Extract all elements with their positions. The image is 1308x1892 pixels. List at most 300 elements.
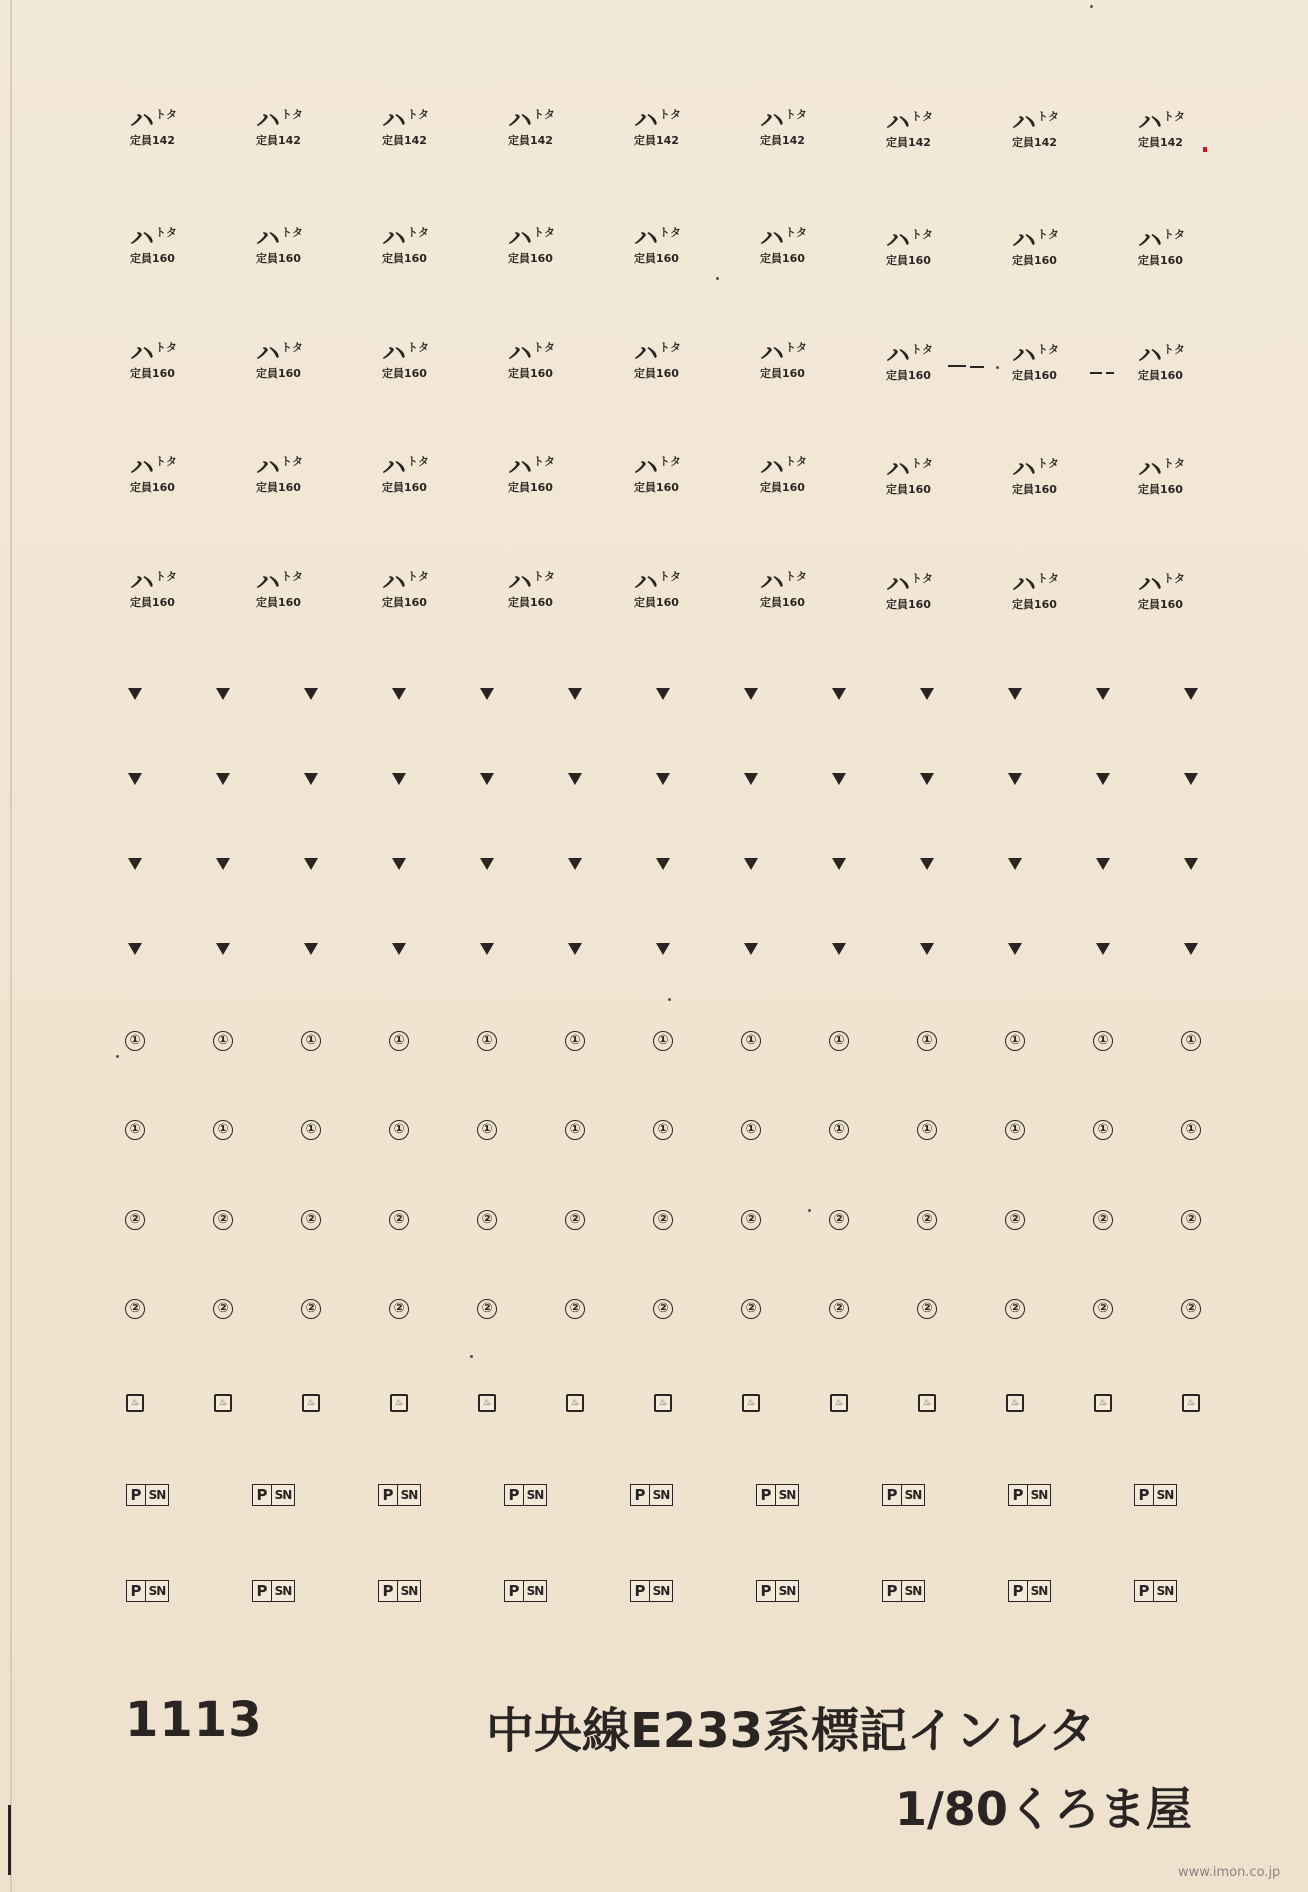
capacity-caption: 定員160 [760,481,805,494]
capacity-caption: 定員142 [130,134,175,147]
ps-label-sn: SN [526,1488,544,1502]
capacity-caption: 定員160 [256,252,301,265]
ps-label [756,1580,799,1602]
car-class-mark: ハ [382,453,405,481]
label-header [130,455,177,479]
sheet-edge-mark [8,1805,11,1875]
depot-code: トタ [407,570,429,583]
car-class-mark: ハ [130,453,153,481]
capacity-label [886,572,933,612]
triangle-mark [1008,773,1022,785]
car-class-mark: ハ [886,341,909,369]
label-header [1138,228,1185,252]
circled-number-mark: ② [1181,1299,1201,1319]
ps-label-p: P [757,1581,776,1601]
label-header [634,226,681,250]
ps-label-sn: SN [904,1488,922,1502]
label-header [760,108,807,132]
stray-dot [1090,5,1093,8]
label-header [760,455,807,479]
triangle-mark [1096,943,1110,955]
depot-code: トタ [155,108,177,121]
stray-dash [1106,372,1114,374]
capacity-caption: 定員142 [634,134,679,147]
triangle-mark [568,943,582,955]
circled-number-mark: ② [653,1299,673,1319]
circled-number-mark: ① [301,1031,321,1051]
circled-number-mark: ① [125,1120,145,1140]
capacity-label [634,570,681,610]
circled-number-mark: ② [389,1210,409,1230]
label-header [760,341,807,365]
label-header [130,570,177,594]
label-header [508,570,555,594]
capacity-label [256,108,303,148]
capacity-label [634,455,681,495]
car-class-mark: ハ [130,106,153,134]
ps-label-sn: SN [148,1488,166,1502]
depot-code: トタ [281,455,303,468]
label-header [1138,457,1185,481]
stray-dash [970,366,984,368]
ps-label-p: P [757,1485,776,1505]
car-class-mark: ハ [634,339,657,367]
capacity-caption: 定員160 [382,367,427,380]
ps-label-p: P [505,1581,524,1601]
capacity-label [256,341,303,381]
car-class-mark: ハ [256,106,279,134]
capacity-label [760,455,807,495]
capacity-caption: 定員160 [256,596,301,609]
triangle-mark [304,858,318,870]
capacity-caption: 定員142 [1012,136,1057,149]
door-symbol-mark: ♨ [1006,1394,1024,1412]
ps-label-p: P [253,1581,272,1601]
depot-code: トタ [533,226,555,239]
watermark: www.imon.co.jp [1178,1865,1281,1880]
depot-code: トタ [155,455,177,468]
triangle-mark [832,943,846,955]
capacity-caption: 定員160 [886,369,931,382]
triangle-mark [216,773,230,785]
circled-number-mark: ② [1093,1299,1113,1319]
depot-code: トタ [659,570,681,583]
label-header [634,455,681,479]
car-class-mark: ハ [760,453,783,481]
capacity-label [634,108,681,148]
red-speck [1203,147,1207,152]
car-class-mark: ハ [382,339,405,367]
ps-label [126,1580,169,1602]
triangle-mark [1184,858,1198,870]
capacity-label [1012,228,1059,268]
depot-code: トタ [785,455,807,468]
capacity-label [1138,343,1185,383]
capacity-label [130,108,177,148]
depot-code: トタ [659,108,681,121]
depot-code: トタ [785,341,807,354]
depot-code: トタ [785,570,807,583]
capacity-caption: 定員142 [886,136,931,149]
label-header [256,341,303,365]
triangle-mark [920,858,934,870]
depot-code: トタ [1163,228,1185,241]
capacity-label [130,341,177,381]
depot-code: トタ [1037,572,1059,585]
capacity-label [508,455,555,495]
car-class-mark: ハ [256,453,279,481]
depot-code: トタ [533,341,555,354]
capacity-label [382,455,429,495]
triangle-mark [304,773,318,785]
ps-label-p: P [631,1581,650,1601]
circled-number-mark: ① [213,1031,233,1051]
triangle-mark [1096,688,1110,700]
circled-number-mark: ① [477,1031,497,1051]
ps-label [1008,1484,1051,1506]
capacity-label [382,108,429,148]
ps-label [504,1484,547,1506]
label-header [130,341,177,365]
product-title: 中央線E233系標記インレタ [486,1703,1096,1759]
capacity-label [1012,572,1059,612]
circled-number-mark: ① [1005,1031,1025,1051]
circled-number-mark: ② [389,1299,409,1319]
door-symbol-mark: ♨ [654,1394,672,1412]
circled-number-mark: ① [213,1120,233,1140]
ps-label [378,1580,421,1602]
circled-number-mark: ① [1181,1031,1201,1051]
triangle-mark [304,688,318,700]
triangle-mark [656,773,670,785]
car-class-mark: ハ [508,106,531,134]
triangle-mark [656,943,670,955]
capacity-caption: 定員160 [1138,598,1183,611]
circled-number-mark: ② [565,1299,585,1319]
door-symbol-mark: ♨ [214,1394,232,1412]
ps-label [882,1580,925,1602]
capacity-label [634,226,681,266]
triangle-mark [568,773,582,785]
depot-code: トタ [155,226,177,239]
capacity-label [1138,110,1185,150]
triangle-mark [1096,773,1110,785]
capacity-caption: 定員160 [886,254,931,267]
circled-number-mark: ① [741,1120,761,1140]
circled-number-mark: ① [565,1120,585,1140]
depot-code: トタ [1163,343,1185,356]
ps-label [630,1580,673,1602]
car-class-mark: ハ [130,224,153,252]
capacity-caption: 定員160 [382,596,427,609]
circled-number-mark: ① [741,1031,761,1051]
circled-number-mark: ② [1005,1299,1025,1319]
capacity-caption: 定員142 [1138,136,1183,149]
label-header [382,341,429,365]
capacity-label [1138,228,1185,268]
sheet-left-edge [10,0,12,1892]
car-class-mark: ハ [760,568,783,596]
triangle-mark [656,688,670,700]
car-class-mark: ハ [634,106,657,134]
label-header [886,572,933,596]
car-class-mark: ハ [256,224,279,252]
circled-number-mark: ① [829,1031,849,1051]
circled-number-mark: ② [741,1299,761,1319]
triangle-mark [568,688,582,700]
label-header [634,108,681,132]
capacity-caption: 定員160 [886,483,931,496]
car-class-mark: ハ [1012,455,1035,483]
car-class-mark: ハ [1138,455,1161,483]
car-class-mark: ハ [130,339,153,367]
capacity-caption: 定員160 [382,252,427,265]
label-header [1012,110,1059,134]
capacity-caption: 定員160 [1138,254,1183,267]
triangle-mark [392,773,406,785]
ps-label [252,1484,295,1506]
label-header [508,226,555,250]
circled-number-mark: ② [477,1210,497,1230]
ps-label-sn: SN [148,1584,166,1598]
circled-number-mark: ② [741,1210,761,1230]
product-number: 1113 [125,1692,263,1748]
label-header [760,570,807,594]
depot-code: トタ [911,457,933,470]
triangle-mark [128,943,142,955]
ps-label-p: P [631,1485,650,1505]
depot-code: トタ [785,226,807,239]
circled-number-mark: ② [477,1299,497,1319]
ps-label-sn: SN [1030,1584,1048,1598]
car-class-mark: ハ [1138,570,1161,598]
door-symbol-mark: ♨ [390,1394,408,1412]
circled-number-mark: ① [1005,1120,1025,1140]
label-header [508,108,555,132]
door-symbol-mark: ♨ [830,1394,848,1412]
depot-code: トタ [533,108,555,121]
capacity-label [1012,457,1059,497]
circled-number-mark: ② [125,1210,145,1230]
depot-code: トタ [911,343,933,356]
ps-label [252,1580,295,1602]
car-class-mark: ハ [1012,226,1035,254]
ps-label-p: P [1009,1485,1028,1505]
triangle-mark [920,773,934,785]
depot-code: トタ [407,108,429,121]
circled-number-mark: ① [653,1031,673,1051]
capacity-label [1012,110,1059,150]
triangle-mark [656,858,670,870]
capacity-caption: 定員160 [256,367,301,380]
car-class-mark: ハ [760,339,783,367]
triangle-mark [480,773,494,785]
capacity-label [508,226,555,266]
capacity-label [886,228,933,268]
capacity-label [130,455,177,495]
car-class-mark: ハ [1138,108,1161,136]
label-header [382,570,429,594]
label-header [382,455,429,479]
capacity-caption: 定員160 [130,252,175,265]
triangle-mark [392,858,406,870]
label-header [634,341,681,365]
capacity-caption: 定員160 [1012,598,1057,611]
capacity-caption: 定員160 [508,252,553,265]
ps-label [504,1580,547,1602]
capacity-caption: 定員160 [508,596,553,609]
capacity-caption: 定員142 [760,134,805,147]
capacity-label [760,108,807,148]
capacity-label [1138,572,1185,612]
door-symbol-mark: ♨ [302,1394,320,1412]
triangle-mark [568,858,582,870]
ps-label-p: P [1135,1581,1154,1601]
circled-number-mark: ② [917,1210,937,1230]
depot-code: トタ [1037,110,1059,123]
capacity-caption: 定員160 [886,598,931,611]
ps-label-p: P [883,1485,902,1505]
car-class-mark: ハ [886,108,909,136]
car-class-mark: ハ [130,568,153,596]
depot-code: トタ [1037,228,1059,241]
car-class-mark: ハ [382,224,405,252]
capacity-label [382,226,429,266]
ps-label-sn: SN [400,1584,418,1598]
label-header [886,343,933,367]
circled-number-mark: ② [213,1299,233,1319]
capacity-label [886,457,933,497]
triangle-mark [1096,858,1110,870]
depot-code: トタ [911,110,933,123]
capacity-caption: 定員160 [508,481,553,494]
depot-code: トタ [407,226,429,239]
circled-number-mark: ② [829,1210,849,1230]
ps-label-p: P [379,1581,398,1601]
depot-code: トタ [911,228,933,241]
ps-label-sn: SN [526,1584,544,1598]
ps-label [1134,1580,1177,1602]
ps-label-p: P [883,1581,902,1601]
capacity-caption: 定員160 [1012,369,1057,382]
depot-code: トタ [281,570,303,583]
triangle-mark [216,943,230,955]
circled-number-mark: ① [477,1120,497,1140]
triangle-mark [832,688,846,700]
label-header [130,108,177,132]
depot-code: トタ [155,341,177,354]
capacity-label [256,455,303,495]
label-header [1138,110,1185,134]
circled-number-mark: ① [1181,1120,1201,1140]
car-class-mark: ハ [508,568,531,596]
circled-number-mark: ② [1005,1210,1025,1230]
circled-number-mark: ① [1093,1120,1113,1140]
capacity-caption: 定員160 [760,596,805,609]
car-class-mark: ハ [1138,226,1161,254]
stray-dot [996,366,999,369]
capacity-label [382,570,429,610]
ps-label-sn: SN [904,1584,922,1598]
triangle-mark [1184,688,1198,700]
capacity-caption: 定員160 [508,367,553,380]
label-header [256,570,303,594]
ps-label-sn: SN [778,1584,796,1598]
label-header [1012,572,1059,596]
ps-label-sn: SN [652,1584,670,1598]
label-header [1138,343,1185,367]
circled-number-mark: ① [389,1031,409,1051]
depot-code: トタ [1037,343,1059,356]
capacity-caption: 定員160 [634,367,679,380]
stray-dash [1090,372,1102,374]
label-header [886,228,933,252]
ps-label-sn: SN [400,1488,418,1502]
label-header [1138,572,1185,596]
capacity-caption: 定員142 [256,134,301,147]
depot-code: トタ [659,455,681,468]
label-header [382,108,429,132]
capacity-label [508,341,555,381]
car-class-mark: ハ [1138,341,1161,369]
capacity-label [760,226,807,266]
capacity-caption: 定員160 [634,596,679,609]
ps-label-sn: SN [274,1488,292,1502]
ps-label-sn: SN [1156,1584,1174,1598]
car-class-mark: ハ [1012,341,1035,369]
capacity-label [508,570,555,610]
label-header [760,226,807,250]
ps-label-p: P [253,1485,272,1505]
ps-label-p: P [505,1485,524,1505]
car-class-mark: ハ [886,455,909,483]
depot-code: トタ [281,108,303,121]
ps-label-sn: SN [778,1488,796,1502]
capacity-caption: 定員160 [130,596,175,609]
ps-label [882,1484,925,1506]
capacity-caption: 定員160 [130,367,175,380]
capacity-label [130,570,177,610]
triangle-mark [920,943,934,955]
depot-code: トタ [407,455,429,468]
ps-label [1008,1580,1051,1602]
triangle-mark [392,688,406,700]
triangle-mark [1008,943,1022,955]
triangle-mark [744,688,758,700]
capacity-label [382,341,429,381]
car-class-mark: ハ [508,224,531,252]
triangle-mark [128,773,142,785]
capacity-label [634,341,681,381]
stray-dot [470,1355,473,1358]
triangle-mark [304,943,318,955]
door-symbol-mark: ♨ [1094,1394,1112,1412]
depot-code: トタ [281,341,303,354]
ps-label-sn: SN [274,1584,292,1598]
label-header [1012,343,1059,367]
circled-number-mark: ① [1093,1031,1113,1051]
car-class-mark: ハ [760,106,783,134]
car-class-mark: ハ [256,568,279,596]
depot-code: トタ [785,108,807,121]
label-header [256,455,303,479]
ps-label [378,1484,421,1506]
car-class-mark: ハ [1012,570,1035,598]
car-class-mark: ハ [382,106,405,134]
car-class-mark: ハ [634,568,657,596]
car-class-mark: ハ [760,224,783,252]
label-header [508,455,555,479]
